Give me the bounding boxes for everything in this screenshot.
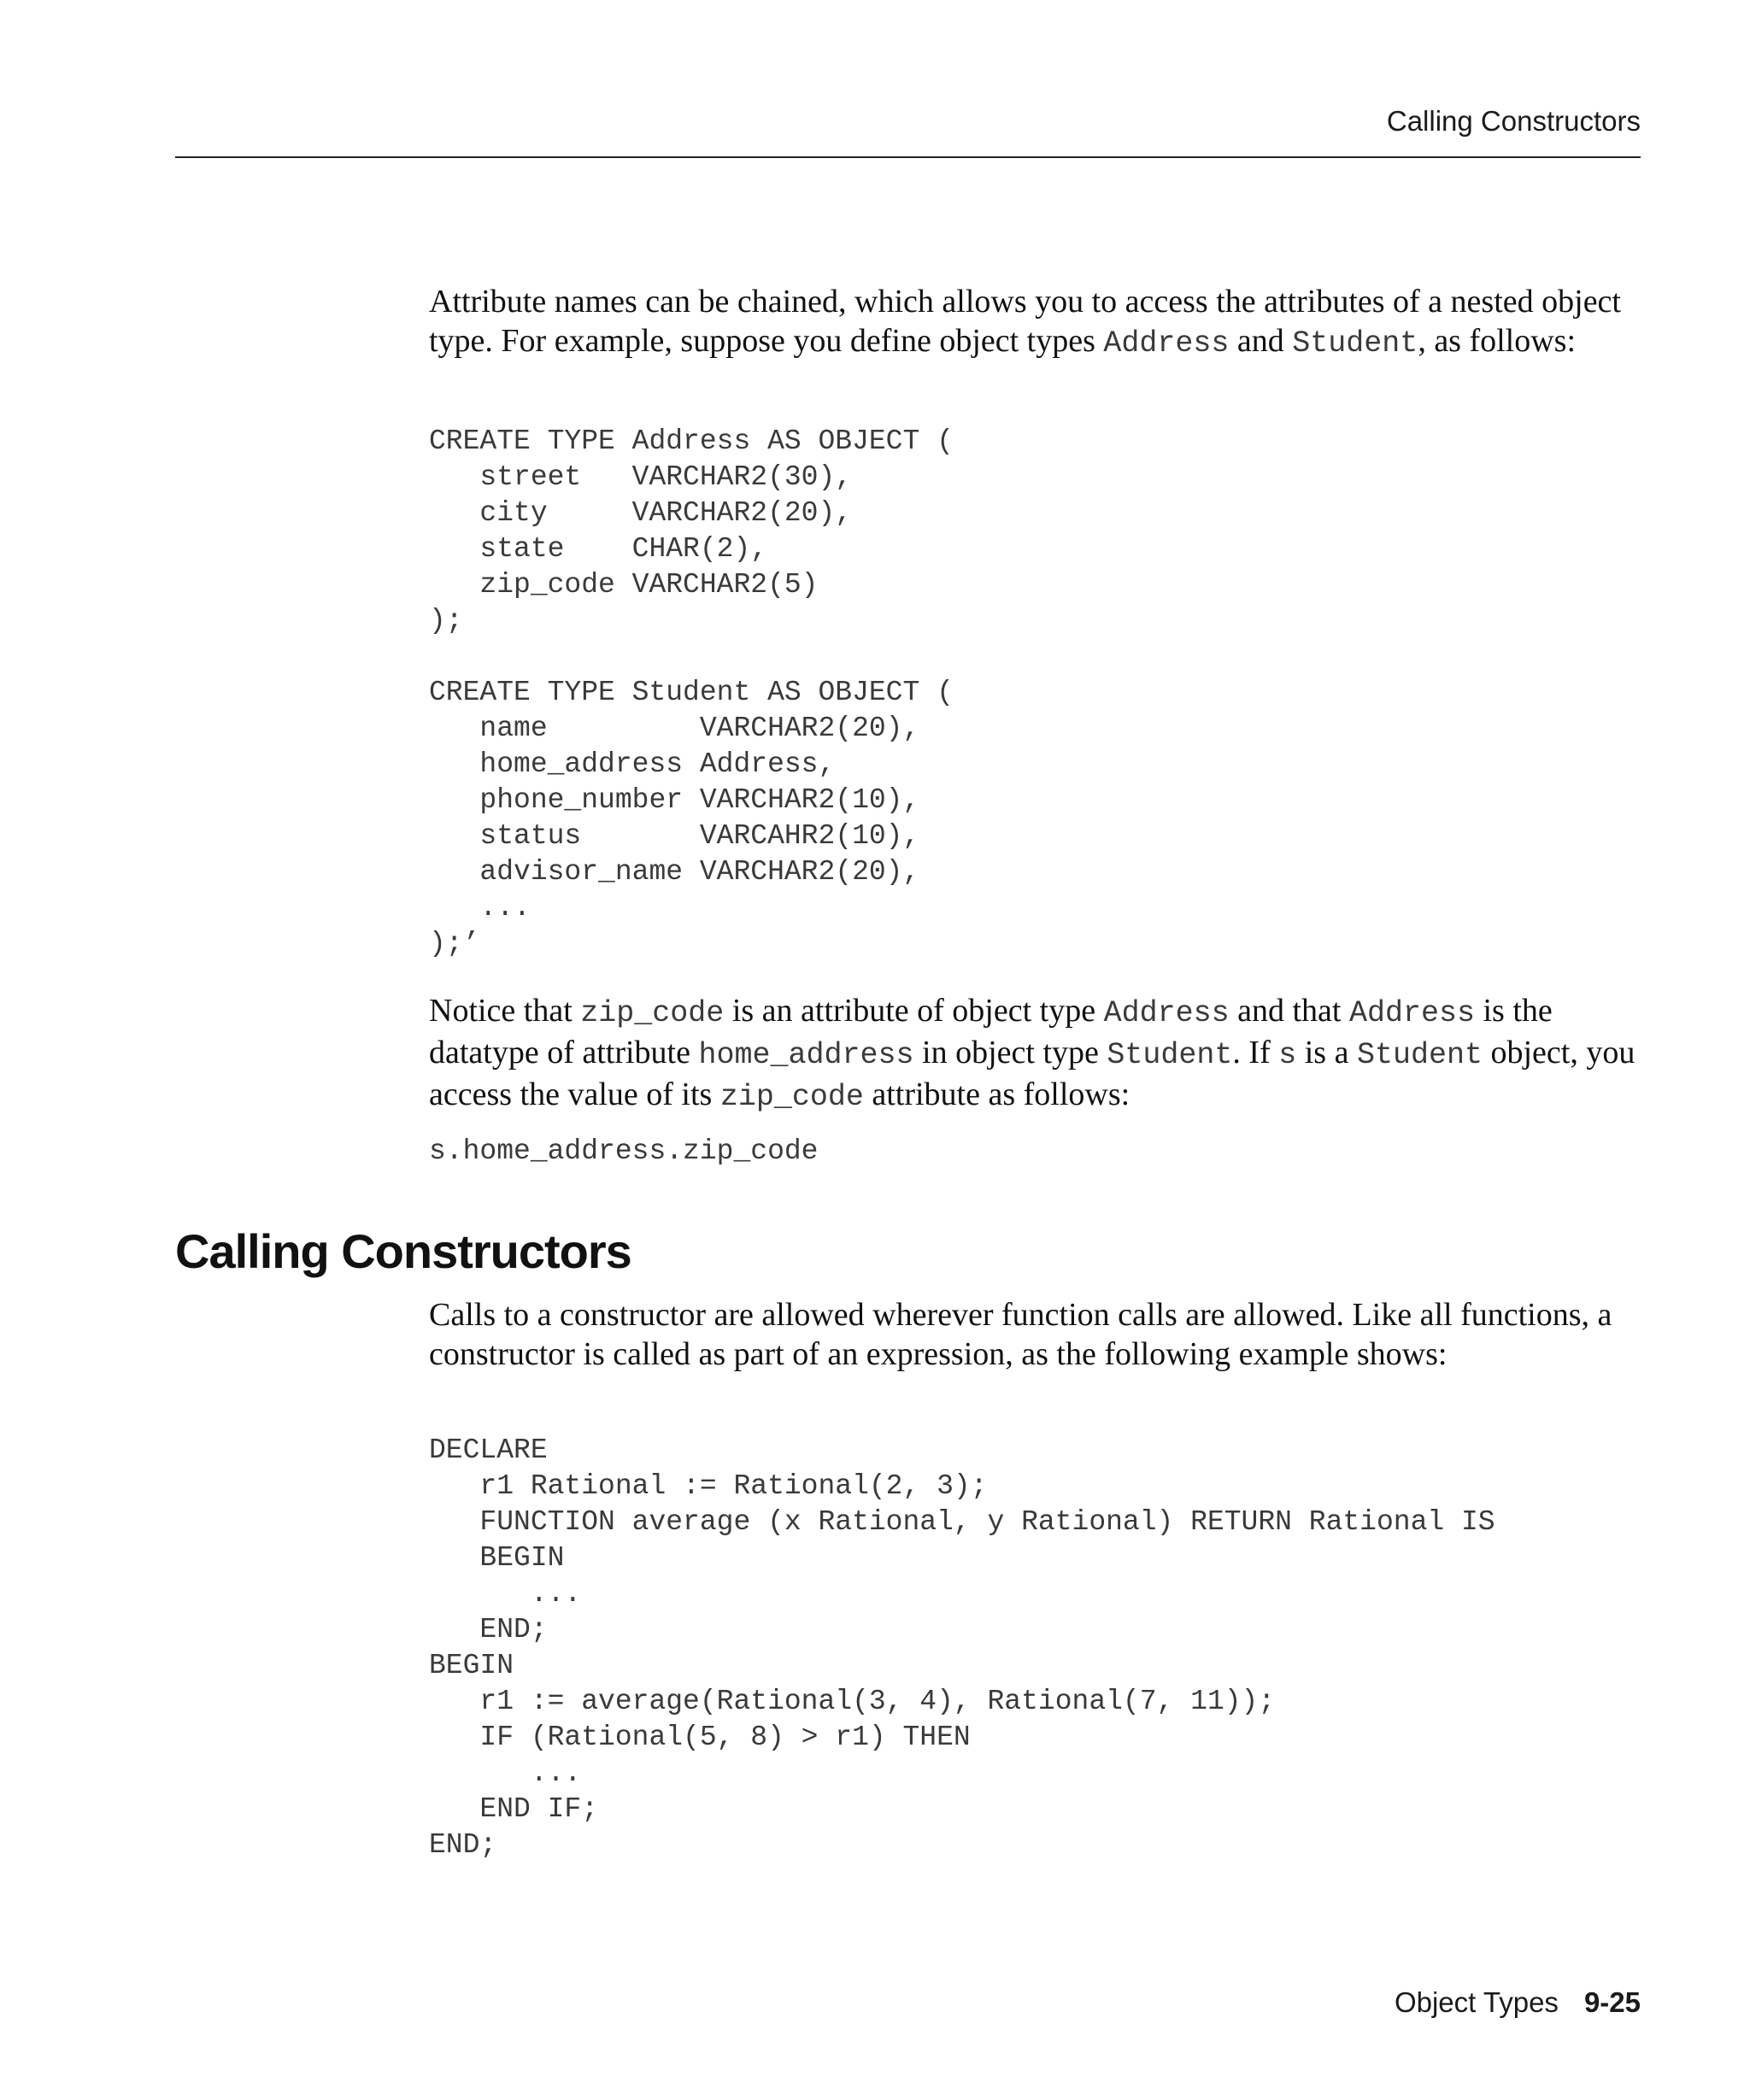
code-example-access	[429, 1134, 1642, 1170]
inline-code: s	[1278, 1038, 1297, 1072]
notice-paragraph	[429, 991, 1642, 1117]
running-footer	[1395, 1986, 1641, 2019]
notice-text: is the datatype of attribute	[429, 993, 1553, 1071]
section-paragraph: Calls to a constructor are allowed wherever function calls are allowed. Like all functions, a constructor is called as part of an expression, as the following example shows:	[429, 1297, 1612, 1372]
inline-code: Student	[1356, 1038, 1483, 1072]
inline-code-student: Student	[1292, 326, 1418, 361]
intro-text-2: and	[1229, 323, 1293, 359]
page-number: 9-25	[1583, 1986, 1641, 2018]
inline-code: Address	[1348, 996, 1475, 1030]
code-block-create-types: CREATE TYPE Address AS OBJECT ( street VARCHAR2(30), city VARCHAR2(20), state CHAR(2), zip_code VARCHAR2(5) ); CREATE TYPE Student AS OBJECT ( name VARCHAR2(20), home_address Address, phone_number VARCHAR2(10), status VARCAHR2(10), advisor_name VARCHAR2(20), ... );’	[429, 425, 954, 959]
intro-block	[429, 282, 1642, 363]
inline-code-address: Address	[1103, 326, 1230, 361]
notice-text: is an attribute of object type	[724, 993, 1104, 1029]
running-header-title: Calling Constructors	[1386, 105, 1641, 137]
notice-text: attribute as follows:	[863, 1076, 1130, 1112]
code-block-constructor-calls: DECLARE r1 Rational := Rational(2, 3); FUNCTION average (x Rational, y Rational) RETURN Rational IS BEGIN ... END; BEGIN r1 := average(Rational(3, 4), Rational(7, 11)); IF (Rational(5, 8) > r1) THEN ... END IF; END;	[429, 1434, 1495, 1861]
section-intro	[429, 1295, 1642, 1374]
inline-code: Student	[1107, 1038, 1233, 1072]
notice-text: and that	[1229, 993, 1349, 1029]
intro-text-1: Attribute names can be chained, which allows you to access the attributes of a nested object type. For example, suppose you define object types	[429, 284, 1621, 359]
notice-block	[429, 991, 1642, 1117]
inline-code: Address	[1103, 996, 1230, 1030]
inline-code: zip_code	[719, 1080, 864, 1114]
intro-paragraph	[429, 282, 1642, 363]
code-example-types	[429, 424, 1642, 962]
inline-code: zip_code	[580, 996, 725, 1030]
notice-text: object, you access the value of its	[429, 1035, 1635, 1112]
notice-text: is a	[1296, 1035, 1357, 1071]
notice-text: Notice that	[429, 993, 581, 1029]
inline-code: home_address	[698, 1038, 914, 1072]
footer-chapter: Object Types	[1394, 1986, 1559, 2018]
code-block-zip-access: s.home_address.zip_code	[429, 1135, 819, 1167]
notice-text: in object type	[913, 1035, 1107, 1071]
notice-text: . If	[1232, 1035, 1279, 1071]
code-example-constructors	[429, 1433, 1642, 1863]
intro-text-3: , as follows:	[1418, 323, 1577, 359]
section-heading: Calling Constructors	[175, 1224, 631, 1278]
running-header	[175, 105, 1641, 158]
